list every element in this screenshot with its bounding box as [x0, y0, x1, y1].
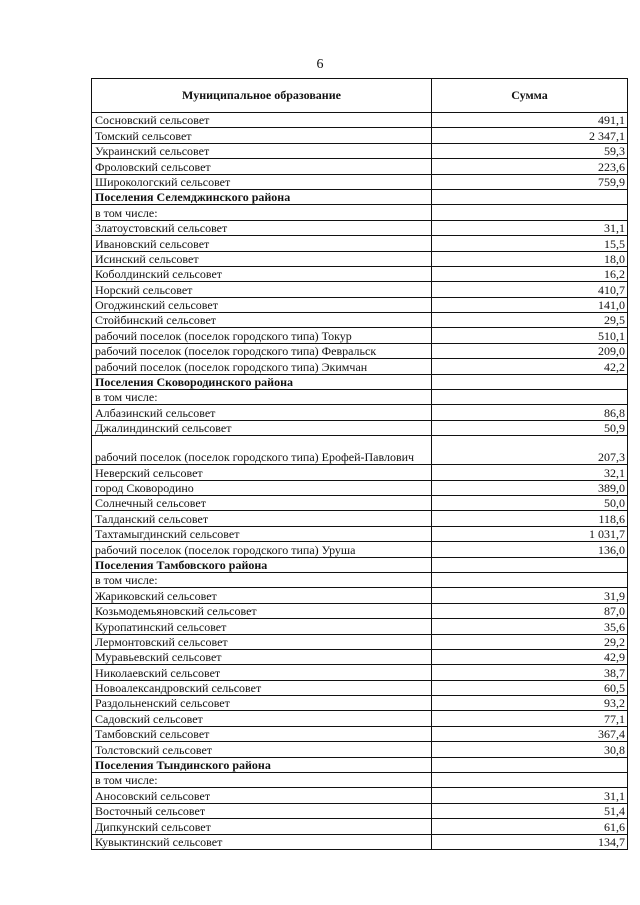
sum-value	[432, 572, 628, 587]
table-row	[92, 588, 628, 603]
sum-value: 410,7	[432, 282, 628, 297]
sum-value: 87,0	[432, 603, 628, 618]
table-row	[92, 803, 628, 818]
municipality-name: Томский сельсовет	[92, 128, 432, 143]
table-row	[92, 143, 628, 158]
sum-value	[432, 189, 628, 204]
sum-value: 29,5	[432, 313, 628, 328]
sum-value: 207,3	[432, 436, 628, 465]
municipality-name: Куропатинский сельсовет	[92, 619, 432, 634]
municipality-name: Ивановский сельсовет	[92, 236, 432, 251]
sum-value: 35,6	[432, 619, 628, 634]
page-number: 6	[316, 57, 324, 72]
table-row	[92, 282, 628, 297]
sum-value: 60,5	[432, 680, 628, 695]
municipality-name: рабочий поселок (поселок городского типа) Экимчан	[92, 359, 432, 374]
table-row	[92, 390, 628, 405]
sum-value	[432, 374, 628, 389]
section-heading: Поселения Тамбовского района	[92, 557, 432, 572]
municipality-name: Восточный сельсовет	[92, 803, 432, 818]
municipality-name: Солнечный сельсовет	[92, 495, 432, 510]
sum-value: 1 031,7	[432, 526, 628, 541]
table-row	[92, 359, 628, 374]
table-row	[92, 680, 628, 695]
table-row	[92, 649, 628, 664]
municipality-name: Тахтамыгдинский сельсовет	[92, 526, 432, 541]
table-row	[92, 297, 628, 312]
sum-value: 136,0	[432, 542, 628, 557]
municipality-name: Златоустовский сельсовет	[92, 220, 432, 235]
table-row	[92, 711, 628, 726]
table-row	[92, 696, 628, 711]
table-row	[92, 420, 628, 435]
municipality-name: Джалиндинский сельсовет	[92, 420, 432, 435]
sum-value: 15,5	[432, 236, 628, 251]
sum-value: 86,8	[432, 405, 628, 420]
municipality-name: город Сковородино	[92, 480, 432, 495]
sum-value: 2 347,1	[432, 128, 628, 143]
municipality-name: Талданский сельсовет	[92, 511, 432, 526]
table-row	[92, 480, 628, 495]
sum-value	[432, 773, 628, 788]
sum-value: 61,6	[432, 819, 628, 834]
sum-value: 491,1	[432, 113, 628, 128]
table-row	[92, 495, 628, 510]
column-header-sum: Сумма	[432, 79, 628, 113]
sum-value: 367,4	[432, 726, 628, 741]
sum-value: 31,1	[432, 788, 628, 803]
sum-value: 77,1	[432, 711, 628, 726]
table-row	[92, 634, 628, 649]
municipality-name: Козьмодемьяновский сельсовет	[92, 603, 432, 618]
table-row	[92, 557, 628, 572]
municipality-name: Тамбовский сельсовет	[92, 726, 432, 741]
table-row	[92, 834, 628, 849]
table-row	[92, 603, 628, 618]
sum-value: 29,2	[432, 634, 628, 649]
sum-value: 18,0	[432, 251, 628, 266]
municipality-name: Толстовский сельсовет	[92, 742, 432, 757]
municipality-name: Жариковский сельсовет	[92, 588, 432, 603]
municipality-name: Сосновский сельсовет	[92, 113, 432, 128]
table-row	[92, 726, 628, 741]
municipality-name: Муравьевский сельсовет	[92, 649, 432, 664]
municipality-name: рабочий поселок (поселок городского типа) Токур	[92, 328, 432, 343]
municipality-name: в том числе:	[92, 572, 432, 587]
sum-value: 38,7	[432, 665, 628, 680]
table-row	[92, 757, 628, 772]
sum-value: 93,2	[432, 696, 628, 711]
municipality-name: Стойбинский сельсовет	[92, 313, 432, 328]
table-row	[92, 542, 628, 557]
municipality-name: Аносовский сельсовет	[92, 788, 432, 803]
table-row	[92, 128, 628, 143]
municipality-name: Раздольненский сельсовет	[92, 696, 432, 711]
sum-value: 16,2	[432, 266, 628, 281]
municipality-name: Кувыктинский сельсовет	[92, 834, 432, 849]
table-row	[92, 619, 628, 634]
sum-value: 32,1	[432, 465, 628, 480]
municipality-name: Украинский сельсовет	[92, 143, 432, 158]
municipality-name: рабочий поселок (поселок городского типа) Уруша	[92, 542, 432, 557]
municipality-name: Коболдинский сельсовет	[92, 266, 432, 281]
table-row	[92, 819, 628, 834]
table-row	[92, 511, 628, 526]
table-row	[92, 251, 628, 266]
table-body	[92, 113, 628, 850]
sum-value: 51,4	[432, 803, 628, 818]
sum-value: 141,0	[432, 297, 628, 312]
column-header-municipality: Муниципальное образование	[92, 79, 432, 113]
municipality-name: Широкологский сельсовет	[92, 174, 432, 189]
municipality-name: в том числе:	[92, 773, 432, 788]
municipality-name: Лермонтовский сельсовет	[92, 634, 432, 649]
sum-value: 59,3	[432, 143, 628, 158]
sum-value: 50,9	[432, 420, 628, 435]
municipality-name: Фроловский сельсовет	[92, 159, 432, 174]
table-row	[92, 205, 628, 220]
municipality-name: Новоалександровский сельсовет	[92, 680, 432, 695]
sum-value: 209,0	[432, 343, 628, 358]
table-row	[92, 113, 628, 128]
table-row	[92, 405, 628, 420]
table-row	[92, 220, 628, 235]
sum-value: 50,0	[432, 495, 628, 510]
table-row	[92, 572, 628, 587]
section-heading: Поселения Тындинского района	[92, 757, 432, 772]
municipality-name: Исинский сельсовет	[92, 251, 432, 266]
table-row	[92, 436, 628, 465]
sum-value: 134,7	[432, 834, 628, 849]
table-row	[92, 526, 628, 541]
municipality-name: Неверский сельсовет	[92, 465, 432, 480]
table-row	[92, 159, 628, 174]
table-row	[92, 174, 628, 189]
sum-value: 31,1	[432, 220, 628, 235]
sum-value: 30,8	[432, 742, 628, 757]
table-row	[92, 328, 628, 343]
table-row	[92, 266, 628, 281]
municipality-name: рабочий поселок (поселок городского типа) Февральск	[92, 343, 432, 358]
municipality-name: рабочий поселок (поселок городского типа) Ерофей-Павлович	[92, 436, 432, 465]
municipality-name: в том числе:	[92, 205, 432, 220]
table-header-row	[92, 79, 628, 113]
municipality-name: Садовский сельсовет	[92, 711, 432, 726]
table-row	[92, 465, 628, 480]
municipality-name: Албазинский сельсовет	[92, 405, 432, 420]
sum-value: 223,6	[432, 159, 628, 174]
sum-value: 118,6	[432, 511, 628, 526]
sum-value	[432, 205, 628, 220]
municipality-name: Огоджинский сельсовет	[92, 297, 432, 312]
budget-table	[91, 78, 628, 850]
sum-value	[432, 757, 628, 772]
municipality-name: Николаевский сельсовет	[92, 665, 432, 680]
table-row	[92, 665, 628, 680]
sum-value: 42,2	[432, 359, 628, 374]
table-row	[92, 343, 628, 358]
table-row	[92, 742, 628, 757]
table-row	[92, 788, 628, 803]
table-row	[92, 313, 628, 328]
table-row	[92, 773, 628, 788]
table-row	[92, 236, 628, 251]
sum-value: 389,0	[432, 480, 628, 495]
section-heading: Поселения Сковородинского района	[92, 374, 432, 389]
sum-value: 759,9	[432, 174, 628, 189]
sum-value: 42,9	[432, 649, 628, 664]
sum-value	[432, 390, 628, 405]
municipality-name: в том числе:	[92, 390, 432, 405]
table-row	[92, 374, 628, 389]
table-row	[92, 189, 628, 204]
sum-value: 31,9	[432, 588, 628, 603]
sum-value	[432, 557, 628, 572]
sum-value: 510,1	[432, 328, 628, 343]
municipality-name: Норский сельсовет	[92, 282, 432, 297]
municipality-name: Дипкунский сельсовет	[92, 819, 432, 834]
section-heading: Поселения Селемджинского района	[92, 189, 432, 204]
